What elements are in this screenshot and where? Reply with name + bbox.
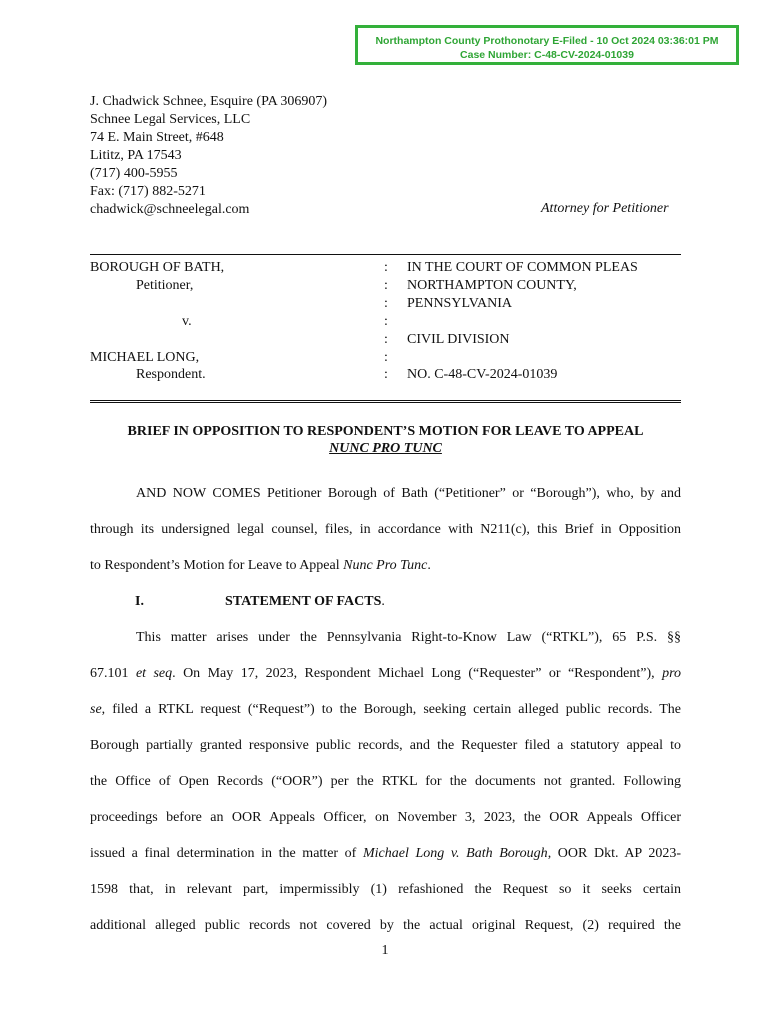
facts-text: 67.101 bbox=[90, 666, 136, 681]
brief-title-line-2: NUNC PRO TUNC bbox=[329, 441, 442, 456]
facts-italic: se bbox=[90, 702, 102, 717]
e-filed-stamp bbox=[355, 25, 739, 65]
facts-line: proceedings before an OOR Appeals Officer, on November 3, 2023, the OOR Appeals Officer bbox=[90, 810, 681, 825]
attorney-street: 74 E. Main Street, #648 bbox=[90, 130, 224, 145]
section-title: STATEMENT OF FACTS bbox=[225, 594, 382, 609]
facts-line: 1598 that, in relevant part, impermissibly (1) refashioned the Request so it seeks certain bbox=[90, 882, 681, 897]
stamp-case-number: Case Number: C-48-CV-2024-01039 bbox=[460, 49, 634, 61]
attorney-block bbox=[90, 93, 327, 219]
facts-line: additional alleged public records not covered by the actual original Request, (2) required the bbox=[90, 918, 681, 933]
facts-line bbox=[90, 656, 681, 692]
facts-line: Borough partially granted responsive public records, and the Requester filed a statutory appeal to bbox=[90, 738, 681, 753]
section-period: . bbox=[381, 594, 385, 609]
attorney-firm: Schnee Legal Services, LLC bbox=[90, 112, 251, 127]
intro-text: to Respondent’s Motion for Leave to Appeal bbox=[90, 558, 344, 573]
facts-line bbox=[90, 836, 681, 872]
versus: v. bbox=[182, 313, 192, 329]
petitioner-role: Petitioner, bbox=[136, 277, 194, 293]
facts-line: the Office of Open Records (“OOR”) per the RTKL for the documents not granted. Following bbox=[90, 774, 681, 789]
facts-text: , filed a RTKL request (“Request”) to the Borough, seeking certain alleged public records. The bbox=[101, 702, 681, 717]
attorney-fax: Fax: (717) 882-5271 bbox=[90, 184, 206, 199]
docket-number: NO. C-48-CV-2024-01039 bbox=[407, 367, 558, 383]
caption-colon: : bbox=[384, 295, 388, 311]
court-line-1: IN THE COURT OF COMMON PLEAS bbox=[407, 260, 638, 275]
caption-colon: : bbox=[384, 331, 388, 347]
intro-line: AND NOW COMES Petitioner Borough of Bath (“Petitioner” or “Borough”), who, by and bbox=[136, 486, 681, 501]
intro-line: through its undersigned legal counsel, files, in accordance with N211(c), this Brief in Opposition bbox=[90, 522, 681, 537]
stamp-filed-line: Northampton County Prothonotary E-Filed - 10 Oct 2024 03:36:01 PM bbox=[375, 35, 719, 47]
facts-line bbox=[90, 692, 681, 728]
caption-colons bbox=[384, 259, 388, 384]
court-line-2: NORTHAMPTON COUNTY, bbox=[407, 277, 577, 293]
section-number: I. bbox=[135, 594, 144, 609]
brief-title-line-1: BRIEF IN OPPOSITION TO RESPONDENT’S MOTION FOR LEAVE TO APPEAL bbox=[127, 424, 644, 439]
attorney-role: Attorney for Petitioner bbox=[541, 201, 669, 216]
respondent-role: Respondent. bbox=[136, 367, 206, 383]
section-heading bbox=[90, 584, 681, 620]
respondent-name: MICHAEL LONG, bbox=[90, 349, 200, 365]
court-line-3: PENNSYLVANIA bbox=[407, 295, 513, 311]
attorney-name: J. Chadwick Schnee, Esquire (PA 306907) bbox=[90, 94, 328, 109]
brief-title bbox=[90, 423, 681, 457]
facts-italic: et seq bbox=[135, 666, 173, 681]
attorney-city: Lititz, PA 17543 bbox=[90, 148, 182, 163]
facts-text: issued a final determination in the matter of bbox=[90, 846, 363, 861]
caption-colon: : bbox=[384, 277, 388, 293]
caption-colon: : bbox=[384, 367, 388, 383]
facts-text: , OOR Dkt. AP 2023- bbox=[547, 846, 681, 861]
caption-parties bbox=[90, 259, 224, 384]
court-division: CIVIL DIVISION bbox=[407, 331, 510, 347]
facts-text: . On May 17, 2023, Respondent Michael Long (“Requester” or “Respondent”), bbox=[172, 666, 663, 681]
page-number: 1 bbox=[381, 943, 389, 958]
attorney-phone: (717) 400-5955 bbox=[90, 166, 178, 181]
brief-body bbox=[90, 476, 681, 944]
facts-italic: pro bbox=[662, 666, 682, 681]
caption-court bbox=[407, 259, 638, 384]
intro-italic: Nunc Pro Tunc bbox=[343, 558, 428, 573]
case-citation: Michael Long v. Bath Borough bbox=[362, 846, 548, 861]
intro-line bbox=[90, 548, 681, 584]
caption-colon: : bbox=[384, 260, 388, 275]
caption-colon: : bbox=[384, 313, 388, 329]
intro-period: . bbox=[427, 558, 431, 573]
facts-line: This matter arises under the Pennsylvania Right-to-Know Law (“RTKL”), 65 P.S. §§ bbox=[136, 630, 681, 645]
caption-colon: : bbox=[384, 349, 388, 365]
caption-top-rule bbox=[90, 254, 681, 255]
attorney-email: chadwick@schneelegal.com bbox=[90, 202, 250, 217]
caption-bottom-rule bbox=[90, 400, 681, 403]
petitioner-name: BOROUGH OF BATH, bbox=[90, 260, 225, 275]
